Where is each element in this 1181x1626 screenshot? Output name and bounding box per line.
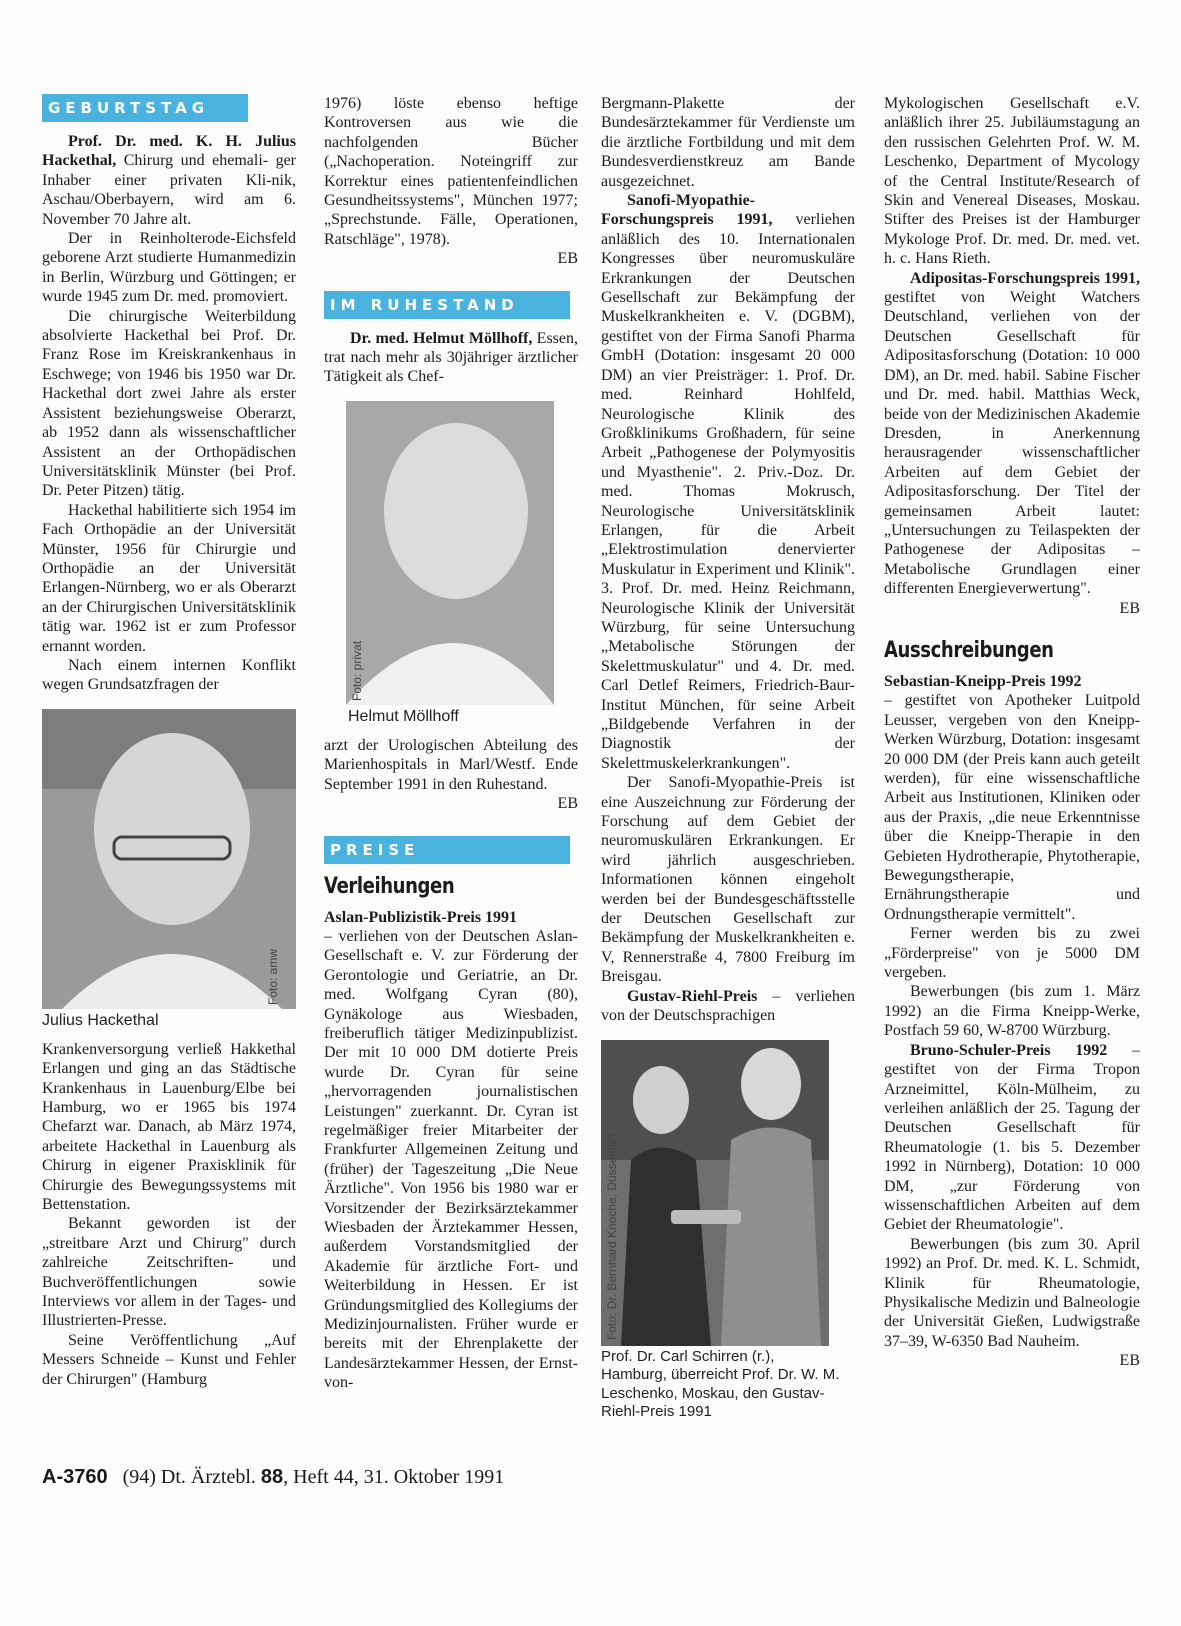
person-name: Prof. Dr. med. K. H. Julius Hackethal, <box>42 133 296 170</box>
award-title: Aslan-Publizistik-Preis 1991 <box>324 908 518 926</box>
section-label-ruhestand: IM RUHESTAND <box>324 291 570 319</box>
column-3 <box>601 94 855 1432</box>
column-4 <box>884 94 1140 1371</box>
call-paragraph-schuler-application: Bewerbungen (bis zum 30. April 1992) an Prof. Dr. med. K. L. Schmidt, Klinik für Rheumatologie, Physikalische Medizin und Balneologie der Universität Gießen, Ludwigstraße 37–39, W-6350 Bad Nauheim. EB <box>884 1235 1140 1370</box>
photo-caption: Julius Hackethal <box>42 1011 159 1029</box>
photo-credit: Foto: Dr. Bernhard Knoche, Düsseldorf <box>605 1132 619 1340</box>
photo-caption: Helmut Möllhoff <box>348 707 459 725</box>
section-label-geburtstag: GEBURTSTAG <box>42 94 248 122</box>
volume-number: 88 <box>260 1466 284 1488</box>
photo-caption: Prof. Dr. Carl Schirren (r.), Hamburg, überreicht Prof. Dr. W. M. Leschenko, Moskau, den Gustav-Riehl-Preis 1991 <box>601 1347 840 1420</box>
portrait-photo-hackethal <box>42 709 296 1009</box>
award-ceremony-photo <box>601 1040 829 1346</box>
heading-ausschreibungen: Ausschreibungen <box>884 637 1054 663</box>
award-title: Adipositas-Forschungspreis 1991, <box>910 269 1140 287</box>
photo-credit: Foto: privat <box>350 640 364 701</box>
award-paragraph: – verliehen von der Deutschen Aslan-Gesellschaft e. V. zur Förderung der Gerontologie und Geriatrie, an Dr. med. Wolfgang Cyran (80), Gynäkologe aus Wiesbaden, freiberuflich tätiger Medizinpublizist. Der mit 10 000 DM dotierte Preis wurde Dr. Cyran für seine „hervorragenden journalistischen Leistungen" zuerkannt. Dr. Cyran ist regelmäßiger freier Mitarbeiter der Frankfurter Allgemeinen Zeitung und (früher) der Tageszeitung „Die Neue Ärztliche". Von 1956 bis 1980 war er Vorsitzender der Bezirksärztekammer Wiesbaden der Ärztekammer Hessen, außerdem Vorstandsmitglied der Akademie für ärztliche Fort- und Weiterbildung in Hessen. Er ist Gründungsmitglied des Kollegiums der Medizinjournalisten. Früher wurde er bereits mit der Ehrenplakette der Landesärztekammer Hessen, der Ernst-von- <box>324 927 578 1392</box>
birthday-paragraph-7: Bekannt geworden ist der „streitbare Arzt und Chirurg" durch zahlreiche Zeitschriften- und Buchveröffentlichungen sowie Interviews vor allem in der Tages- und Illustrierten-Presse. <box>42 1215 296 1330</box>
person-name: Dr. med. Helmut Möllhoff, <box>350 329 533 347</box>
author-signature: EB <box>557 795 578 813</box>
call-paragraph-foerderpreise: Ferner werden bis zu zwei „Förderpreise" von je 5000 DM vergeben. <box>884 925 1140 982</box>
award-paragraph-riehl: Gustav-Riehl-Preis – verliehen von der Deutschsprachigen <box>601 987 855 1025</box>
birthday-paragraph-5: Nach einem internen Konflikt wegen Grundsatzfragen der <box>42 656 296 694</box>
award-paragraph-continued: Bergmann-Plakette der Bundesärztekammer für Verdienste um die ärztliche Fortbildung und mit dem Bundesverdienstkreuz am Bande ausgezeichnet. <box>601 95 855 190</box>
call-paragraph-kneipp: – gestiftet von Apotheker Luitpold Leusser, vergeben von den Kneipp-Werken Würzburg, Dotation: insgesamt 20 000 DM (der Preis kann auch geteilt werden), für eine wissenschaftliche Arbeit aus Institutionen, Kliniken oder aus der Praxis, „die neue Erkenntnisse über die Kneipp-Therapie in den Gebieten Hydrotherapie, Phytotherapie, Bewegungstherapie, Ernährungstherapie und Ordnungstherapie vermittelt". <box>884 692 1140 923</box>
column-2 <box>324 94 578 1393</box>
birthday-paragraph-4: Hackethal habilitierte sich 1954 im Fach Orthopädie an der Universität Münster, 1956 für Chirurgie und Orthopädie an der Universität Erlangen-Nürnberg, wo er als Oberarzt an der Chirurgischen Universitätsklinik tätig war. 1962 ist er zum Professor ernannt worden. <box>42 501 296 655</box>
award-paragraph-adipositas: Adipositas-Forschungspreis 1991, gestiftet von Weight Watchers Deutschland, verliehen von der Deutschen Gesellschaft für Adipositasforschung (Dotation: 10 000 DM), an Dr. med. habil. Sabine Fischer und Dr. med. habil. Matthias Weck, beide von der Medizinischen Akademie Dresden, in Anerkennung herausragender wissenschaftlicher Arbeiten auf dem Gebiet der Adipositasforschung. Der Titel der gemeinsamen Arbeit lautet: „Untersuchungen zu Teilaspekten der Pathogenese der Adipositas – Metabolische Grundlagen einer differenten Energieverwertung". EB <box>884 269 1140 617</box>
award-title: Bruno-Schuler-Preis 1992 <box>910 1041 1108 1059</box>
birthday-paragraph-8: Seine Veröffentlichung „Auf Messers Schneide – Kunst und Fehler der Chirurgen" (Hamburg <box>42 1331 296 1388</box>
issue-suffix: , Heft 44, 31. Oktober 1991 <box>283 1466 505 1488</box>
call-paragraph-schuler: Bruno-Schuler-Preis 1992 – gestiftet von der Firma Tropon Arzneimittel, Köln-Mülheim, zu verleihen anläßlich der 25. Tagung der Deutschen Gesellschaft für Rheumatologie (1. bis 5. Dezember 1992 in Nürnberg), Dotation: 10 000 DM, „zur Förderung von wissenschaftlichen Arbeiten auf dem Gebiet der Rheumatologie". <box>884 1041 1140 1234</box>
portrait-photo-moellhoff <box>346 401 554 705</box>
birthday-paragraph-6: Krankenversorgung verließ Hakkethal Erlangen und ging an das Städtische Krankenhaus in Lauenburg/Elbe bei Hamburg, wo er 1965 bis 1974 Chefarzt war. Danach, ab März 1974, arbeitete Hackethal in Lauenburg als Chirurg in eigener Praxisklinik für Chirurgie des Bewegungssystems mit Bettenstation. <box>42 1040 296 1214</box>
author-signature: EB <box>557 250 578 268</box>
column-1 <box>42 94 296 1389</box>
retirement-paragraph-2: arzt der Urologischen Abteilung des Marienhospitals in Marl/Westf. Ende September 1991 in den Ruhestand. EB <box>324 736 578 813</box>
award-paragraph-continued: Mykologischen Gesellschaft e.V. anläßlich ihrer 25. Jubiläumstagung an den russischen Gelehrten Prof. W. M. Leschenko, Department of Mycology of the Central Institute/Research of Skin and Venereal Diseases, Moskau. Stifter des Preises ist der Hamburger Mykologe Prof. Dr. med. Dr. med. vet. h. c. Hans Rieth. <box>884 95 1140 268</box>
award-paragraph-sanofi-info: Der Sanofi-Myopathie-Preis ist eine Auszeichnung zur Förderung der Forschung auf dem Gebiet der neuromuskulären Erkrankungen. Er wird jährlich ausgeschrieben. Informationen können eingeholt werden bei der Bundesgeschäftsstelle der Deutschen Gesellschaft zur Bekämpfung der Muskelkrankheiten e. V, Rennerstraße 4, 7800 Freiburg im Breisgau. <box>601 774 855 986</box>
portrait-image <box>346 401 554 705</box>
ceremony-image <box>601 1040 829 1346</box>
birthday-paragraph-continued: 1976) löste ebenso heftige Kontroversen aus wie die nachfolgenden Bücher („Nachoperation. Noteingriff zur Korrektur eines patientenfeindlichen Gesundheitssystems", München 1977; „Sprechstunde. Fälle, Operationen, Ratschläge", 1978). EB <box>324 95 578 268</box>
award-title: Gustav-Riehl-Preis <box>627 987 758 1005</box>
heading-verleihungen: Verleihungen <box>324 873 455 899</box>
birthday-paragraph-1: Prof. Dr. med. K. H. Julius Hackethal, Chirurg und ehemali- ger Inhaber einer privaten Kli-nik, Aschau/Oberbayern, wird am 6. November 70 Jahre alt. <box>42 133 297 228</box>
award-title: Sebastian-Kneipp-Preis 1992 <box>884 672 1082 690</box>
award-title: Sanofi-Myopathie-Forschungspreis 1991, <box>601 192 773 229</box>
birthday-paragraph-3: Die chirurgische Weiterbildung absolvierte Hackethal bei Prof. Dr. Franz Rose im Kreiskrankenhaus in Eschwege; von 1946 bis 1950 war Dr. Hackethal dort zwei Jahre als erster Assistent beziehungsweise Oberarzt, ab 1952 dann als wissenschaftlicher Assistent an der Orthopädischen Universitätsklinik Münster (bei Prof. Dr. Peter Pitzen) tätig. <box>42 307 296 500</box>
page-footer <box>42 1466 504 1489</box>
section-label-preise: PREISE <box>324 836 570 864</box>
author-signature: EB <box>1119 599 1140 617</box>
portrait-image <box>42 709 296 1009</box>
issue-prefix: (94) Dt. Ärztebl. <box>122 1466 261 1488</box>
author-signature: EB <box>1119 1352 1140 1370</box>
page-id: A-3760 <box>42 1466 108 1488</box>
call-paragraph-kneipp-application: Bewerbungen (bis zum 1. März 1992) an die Firma Kneipp-Werke, Postfach 59 60, W-8700 Würzburg. <box>884 983 1140 1040</box>
photo-credit: Foto: amw <box>266 948 280 1005</box>
retirement-paragraph-1: Dr. med. Helmut Möllhoff, Essen, trat nach mehr als 30jähriger ärztlicher Tätigkeit als Chef- <box>324 329 578 386</box>
award-paragraph-sanofi: Sanofi-Myopathie-Forschungspreis 1991, verliehen anläßlich des 10. Internationalen Kongresses über neuromuskuläre Erkrankungen der Deutschen Gesellschaft zur Bekämpfung der Muskelkrankheiten e. V. (DGBM), gestiftet von der Firma Sanofi Pharma GmbH (Dotation: insgesamt 20 000 DM) an vier Preisträger: 1. Prof. Dr. med. Reinhard Hohlfeld, Neurologische Klinik des Großklinikums Großhadern, für seine Arbeit „Pathogenese der Polymyositis und Myasthenie". 2. Priv.-Doz. Dr. med. Thomas Mokrusch, Neurologische Universitätsklinik Erlangen, für die Arbeit „Elektrostimulation denervierter Muskulatur in Experiment und Klinik". 3. Prof. Dr. med. Heinz Reichmann, Neurologische Klinik der Universität Würzburg, für seine Untersuchung „Metabolische Störungen der Skelettmuskulatur" und 4. Dr. med. Carl Detlef Reimers, Friedrich-Baur-Institut München, für seine Arbeit „Bildgebende Verfahren in der Diagnostik der Skelettmuskelerkrankungen". <box>601 192 855 772</box>
birthday-paragraph-2: Der in Reinholterode-Eichsfeld geborene Arzt studierte Humanmedizin in Berlin, Würzburg und Göttingen; er wurde 1945 zum Dr. med. promoviert. <box>42 230 296 306</box>
